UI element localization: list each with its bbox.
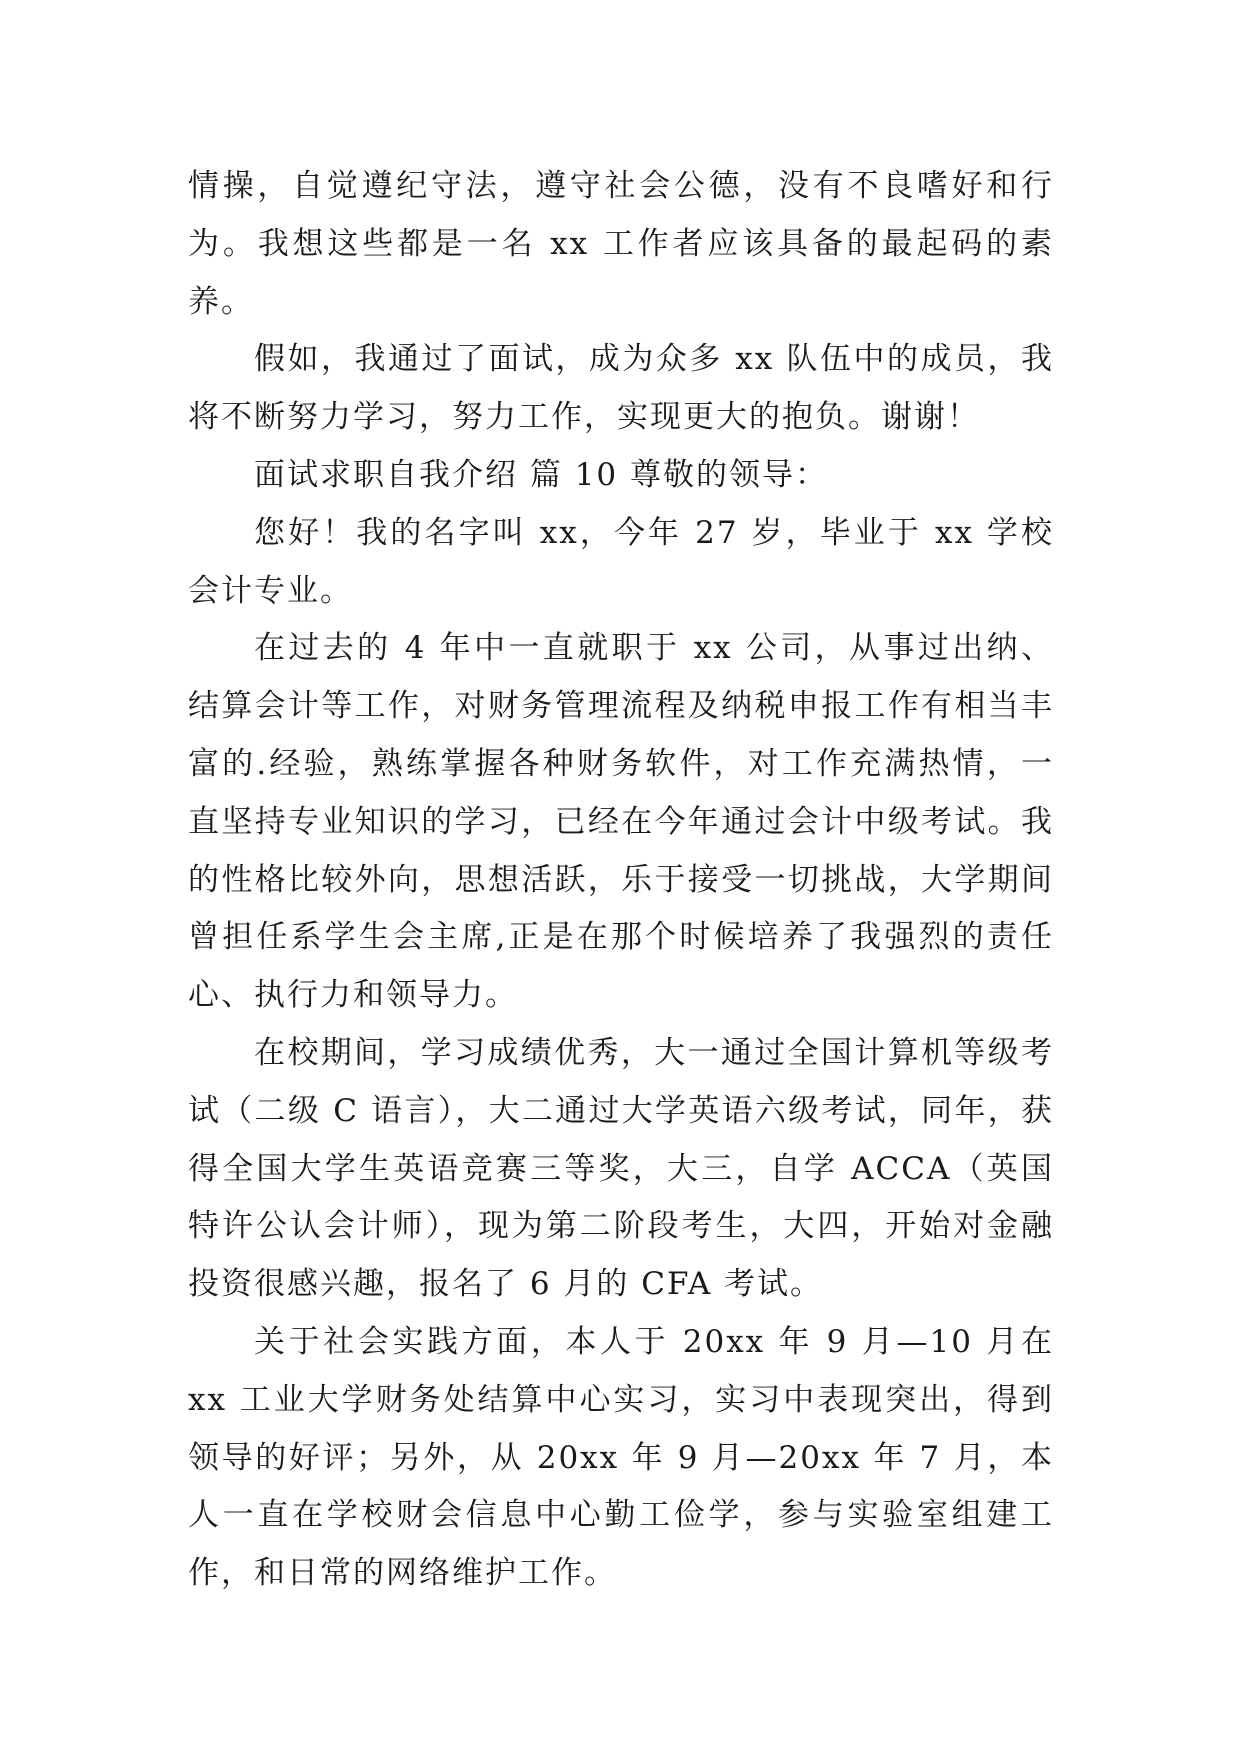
paragraph-3: 面试求职自我介绍 篇 10 尊敬的领导： [254,456,829,493]
paragraph-7: 关于社会实践方面，本人于 20xx 年 9 月—10 月在 xx 工业大学财务处结算中心实习，实习中表现突出，得到领导的好评；另外，从 20xx 年 9 月—20xx 年 7 月，本人一直在学校财会信息中心勤工俭学，参与实验室组建工作，和日常的网络维护工作。 [188,1323,1054,1592]
paragraph-5: 在过去的 4 年中一直就职于 xx 公司，从事过出纳、结算会计等工作，对财务管理流程及纳税申报工作有相当丰富的.经验，熟练掌握各种财务软件，对工作充满热情，一直坚持专业知识的学习，已经在今年通过会计中级考试。我的性格比较外向，思想活跃，乐于接受一切挑战，大学期间曾担任系学生会主席,正是在那个时候培养了我强烈的责任心、执行力和领导力。 [188,630,1054,1014]
paragraph-1: 情操，自觉遵纪守法，遵守社会公德，没有不良嗜好和行为。我想这些都是一名 xx 工作者应该具备的最起码的素养。 [188,168,1054,320]
paragraph-6: 在校期间，学习成绩优秀，大一通过全国计算机等级考试（二级 C 语言），大二通过大学英语六级考试，同年，获得全国大学生英语竞赛三等奖，大三，自学 ACCA（英国特许公认会计师），现为第二阶段考生，大四，开始对金融投资很感兴趣，报名了 6 月的 CFA 考试。 [188,1034,1054,1303]
document-body [188,158,1054,1603]
paragraph-2: 假如，我通过了面试，成为众多 xx 队伍中的成员，我将不断努力学习，努力工作，实现更大的抱负。谢谢！ [188,341,1054,436]
paragraph-4: 您好！我的名字叫 xx，今年 27 岁，毕业于 xx 学校会计专业。 [188,514,1054,609]
